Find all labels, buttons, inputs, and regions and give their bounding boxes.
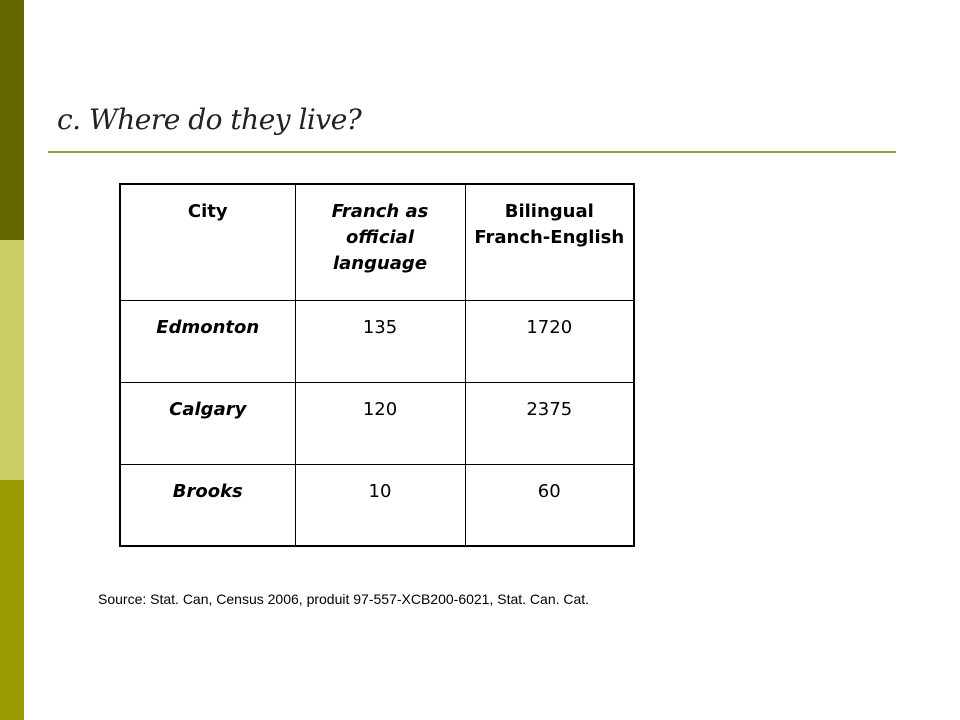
source-note: Source: Stat. Can, Census 2006, produit 97-557-XCB200-6021, Stat. Can. Cat. bbox=[98, 591, 590, 607]
bilingual-cell: 60 bbox=[465, 464, 634, 546]
sidebar-band-bottom bbox=[0, 480, 24, 720]
sidebar-band-top bbox=[0, 0, 24, 240]
table-row bbox=[120, 382, 634, 464]
table-row bbox=[120, 464, 634, 546]
sidebar-band-middle bbox=[0, 240, 24, 480]
header-bilingual: Bilingual Franch-English bbox=[465, 184, 634, 300]
header-city: City bbox=[120, 184, 295, 300]
title-divider bbox=[48, 151, 896, 153]
header-french-official: Franch as official language bbox=[295, 184, 465, 300]
bilingual-cell: 2375 bbox=[465, 382, 634, 464]
table-header-row bbox=[120, 184, 634, 300]
french-official-cell: 120 bbox=[295, 382, 465, 464]
city-language-table bbox=[119, 183, 635, 547]
city-cell: Edmonton bbox=[120, 300, 295, 382]
city-cell: Brooks bbox=[120, 464, 295, 546]
french-official-cell: 10 bbox=[295, 464, 465, 546]
french-official-cell: 135 bbox=[295, 300, 465, 382]
bilingual-cell: 1720 bbox=[465, 300, 634, 382]
city-cell: Calgary bbox=[120, 382, 295, 464]
table-row bbox=[120, 300, 634, 382]
slide-title: c. Where do they live? bbox=[57, 103, 362, 136]
